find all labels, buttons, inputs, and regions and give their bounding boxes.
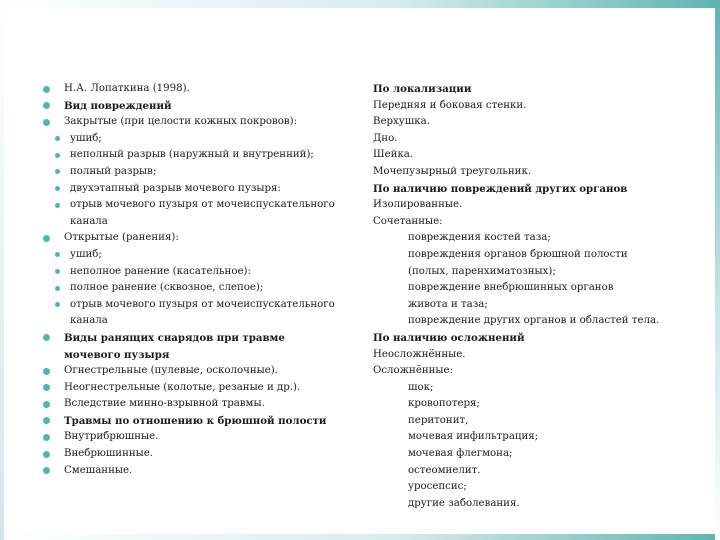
list-item [40, 396, 340, 413]
list-item [40, 114, 340, 131]
text-line: повреждения органов брюшной полости [408, 248, 628, 260]
section-heading: По локализации [373, 83, 472, 95]
bullet-icon [43, 467, 50, 474]
list-item-text: Неогнестрельные (колотые, резаные и др.). [64, 381, 301, 393]
left-column-list [40, 81, 340, 479]
text-line: повреждения костей таза; [408, 232, 551, 244]
text-line: живота и таза; [408, 298, 488, 310]
sub-list-item [40, 247, 340, 264]
bullet-icon [55, 286, 60, 291]
text-line: перитонит, [408, 414, 469, 426]
list-item-text: Открытые (ранения): [64, 232, 179, 244]
text-line: Неосложнённые. [373, 348, 466, 360]
list-item-text: отрыв мочевого пузыря от мочеиспускательного канала [70, 199, 335, 227]
text-line: Осложнённые: [373, 365, 454, 377]
bullet-icon [43, 119, 50, 126]
sub-list-item [40, 280, 340, 297]
bullet-icon [43, 434, 50, 441]
text-line: Передняя и боковая стенки. [373, 99, 527, 111]
list-item-text: Внутрибрюшные. [64, 431, 159, 443]
slide-frame-right [715, 0, 720, 540]
list-item [40, 363, 340, 380]
bullet-icon [55, 136, 60, 141]
list-item-text: неполное ранение (касательное): [70, 265, 251, 277]
bullet-icon [43, 401, 50, 408]
bullet-icon [55, 186, 60, 191]
text-line: Сочетанные: [373, 215, 443, 227]
right-column-text [373, 81, 693, 512]
list-item [40, 81, 340, 98]
list-item-text: Смешанные. [64, 464, 133, 476]
sub-list-item [40, 164, 340, 181]
sub-list-item [40, 297, 340, 330]
text-line: мочевая инфильтрация; [408, 431, 539, 443]
list-item-text: Вид повреждений [64, 99, 172, 112]
bullet-icon [43, 86, 50, 93]
slide-frame-left [0, 0, 4, 540]
list-item [40, 413, 340, 430]
section-heading: По наличию осложнений [373, 331, 525, 344]
list-item [40, 446, 340, 463]
bullet-icon [43, 334, 50, 341]
text-line: Шейка. [373, 149, 414, 161]
bullet-icon [43, 384, 50, 391]
list-item-text: Внебрюшинные. [64, 448, 154, 460]
list-item-text: Травмы по отношению к брюшной полости [64, 414, 327, 427]
list-item [40, 230, 340, 247]
list-item-text: Закрытые (при целости кожных покровов): [64, 116, 298, 128]
bullet-icon [55, 252, 60, 257]
text-line: Верхушка. [373, 116, 430, 128]
list-item [40, 463, 340, 480]
text-line: уросепсис; [408, 481, 467, 493]
text-line: другие заболевания. [408, 497, 520, 509]
section-heading: По наличию повреждений других органов [373, 182, 628, 195]
text-line: повреждение других органов и областей тела. [408, 315, 660, 327]
sub-list-item [40, 147, 340, 164]
text-line: шок; [408, 381, 434, 393]
text-line: остеомиелит. [408, 464, 481, 476]
slide-frame-top [0, 0, 720, 8]
bullet-icon [43, 235, 50, 242]
text-line: Дно. [373, 132, 398, 144]
list-item-text: ушиб; [70, 248, 102, 260]
bullet-icon [55, 169, 60, 174]
slide-frame-bottom [0, 534, 720, 540]
text-line: Изолированные. [373, 199, 463, 211]
list-item [40, 330, 340, 363]
sub-list-item [40, 264, 340, 281]
bullet-icon [43, 368, 50, 375]
text-line: повреждение внебрюшинных органов [408, 282, 614, 294]
bullet-icon [43, 451, 50, 458]
bullet-icon [43, 417, 50, 424]
list-item [40, 380, 340, 397]
list-item [40, 429, 340, 446]
sub-list-item [40, 197, 340, 230]
bullet-icon [55, 302, 60, 307]
list-item-text: ушиб; [70, 132, 102, 144]
list-item-text: Огнестрельные (пулевые, осколочные). [64, 365, 279, 377]
list-item [40, 98, 340, 115]
list-item-text: полное ранение (сквозное, слепое); [70, 282, 264, 294]
list-item-text: неполный разрыв (наружный и внутренний); [70, 149, 314, 161]
bullet-icon [55, 269, 60, 274]
list-item-text: полный разрыв; [70, 165, 157, 177]
list-item-text: Виды ранящих снарядов при травме мочевого пузыря [64, 331, 285, 361]
text-line: (полых, паренхиматозных); [408, 265, 556, 277]
classification-list [40, 81, 340, 479]
list-item-text: отрыв мочевого пузыря от мочеиспускательного канала [70, 298, 335, 327]
bullet-icon [55, 203, 60, 208]
list-item-text: двухэтапный разрыв мочевого пузыря: [70, 182, 281, 194]
sub-list-item [40, 131, 340, 148]
sub-list-item [40, 181, 340, 198]
bullet-icon [55, 153, 60, 158]
text-line: Мочепузырный треугольник. [373, 165, 532, 177]
list-item-text: Н.А. Лопаткина (1998). [64, 83, 190, 94]
classification-text-block [373, 81, 693, 512]
text-line: мочевая флегмона; [408, 448, 513, 460]
text-line: кровопотеря; [408, 398, 480, 410]
list-item-text: Вследствие минно-взрывной травмы. [64, 398, 265, 410]
bullet-icon [43, 102, 50, 109]
